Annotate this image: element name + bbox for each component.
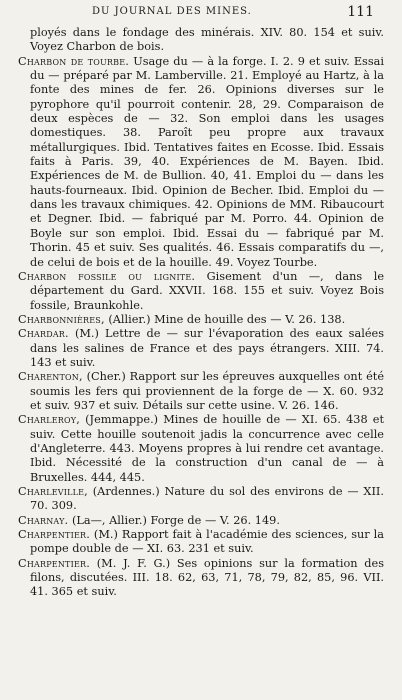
index-entry bbox=[18, 557, 384, 600]
entry-text: ployés dans le fondage des minérais. XIV. 80. 154 et suiv. Voyez Charbon de bois. bbox=[30, 26, 384, 54]
index-entry bbox=[18, 485, 384, 514]
index-entry bbox=[18, 528, 384, 557]
index-entry bbox=[18, 327, 384, 370]
entry-headword: Charbon fossile ou lignite. bbox=[18, 269, 196, 283]
entry-text: (Allier.) Mine de houille des — V. 26. 138. bbox=[104, 312, 346, 326]
entry-headword: Charbonnières, bbox=[18, 312, 105, 326]
entry-headword: Charleville, bbox=[18, 485, 88, 498]
entry-text: (M. J. F. G.) Ses opinions sur la formation des filons, discutées. III. 18. 62, 63, 71, 78, 79, 82, 85, 96. VII. 41. 365 et suiv. bbox=[30, 556, 384, 599]
index-entry bbox=[18, 514, 384, 528]
entry-headword: Charpentier. bbox=[18, 528, 90, 542]
entry-headword: Charpentier. bbox=[18, 556, 90, 570]
running-title: DU JOURNAL DES MINES. bbox=[92, 6, 252, 17]
entry-text: (Jemmappe.) Mines de houille de — XI. 65. 438 et suiv. Cette houille soutenoit jadis la concurrence avec celle d'Angleterre. 443. Moyens propres à lui rendre cet avantage. Ibid. Nécessité de la construction d'un canal de — à Bruxelles. 444, 445. bbox=[30, 413, 384, 484]
index-entry bbox=[18, 413, 384, 485]
index-entries bbox=[18, 26, 384, 600]
entry-text: Gisement d'un —, dans le département du Gard. XXVII. 168. 155 et suiv. Voyez Bois fossile, Braunkohle. bbox=[30, 269, 384, 312]
entry-text: Usage du — à la forge. I. 2. 9 et suiv. Essai du — préparé par M. Lamberville. 21. Employé au Hartz, à la fonte des mines de fer. 26. Opinions diverses sur le pyrophore qu'il pourroit contenir. 28, 29. Comparaison de deux espèces de — 32. Son emploi dans les usages domestiques. 38. Paroît peu propre aux travaux métallurgiques. Ibid. Tentatives faites en Ecosse. Ibid. Essais faits à Paris. 39, 40. Expériences de M. Bayen. Ibid. Expériences de M. de Bullion. 40, 41. Emploi du — dans les hauts-fourneaux. Ibid. Opinion de Becher. Ibid. Emploi du — dans les travaux chimiques. 42. Opinions de MM. Ribaucourt et Degner. Ibid. — fabriqué par M. Porro. 44. Opinion de Boyle sur son emploi. Ibid. Essai du — fabriqué par M. Thorin. 45 et suiv. Ses qualités. 46. Essais comparatifs du —, de celui de bois et de la houille. 49. Voyez Tourbe. bbox=[30, 54, 385, 269]
entry-text: (La—, Allier.) Forge de — V. 26. 149. bbox=[68, 513, 280, 527]
entry-text: (M.) Rapport fait à l'académie des sciences, sur la pompe double de — XI. 63. 231 et suiv. bbox=[30, 528, 384, 556]
running-header bbox=[0, 6, 402, 22]
index-entry-continuation bbox=[18, 26, 384, 55]
page-number: 111 bbox=[347, 4, 374, 20]
index-entry bbox=[18, 313, 384, 327]
entry-headword: Charbon de tourbe. bbox=[18, 54, 130, 68]
entry-headword: Charleroy, bbox=[18, 413, 81, 427]
entry-text: (M.) Lettre de — sur l'évaporation des eaux salées dans les salines de France et des pays étrangers. XIII. 74. 143 et suiv. bbox=[30, 327, 384, 369]
index-entry bbox=[18, 370, 384, 413]
entry-headword: Charnay. bbox=[18, 513, 69, 527]
entry-text: (Cher.) Rapport sur les épreuves auxquelles ont été soumis les fers qui proviennent de la forge de — X. 60. 932 et suiv. 937 et suiv. Détails sur cette usine. V. 26. 146. bbox=[30, 370, 384, 412]
index-entry bbox=[18, 270, 384, 313]
index-entry bbox=[18, 55, 384, 270]
entry-text: (Ardennes.) Nature du sol des environs de — XII. 70. 309. bbox=[30, 485, 384, 513]
entry-headword: Charenton, bbox=[18, 370, 83, 384]
entry-headword: Chardar. bbox=[18, 327, 69, 341]
